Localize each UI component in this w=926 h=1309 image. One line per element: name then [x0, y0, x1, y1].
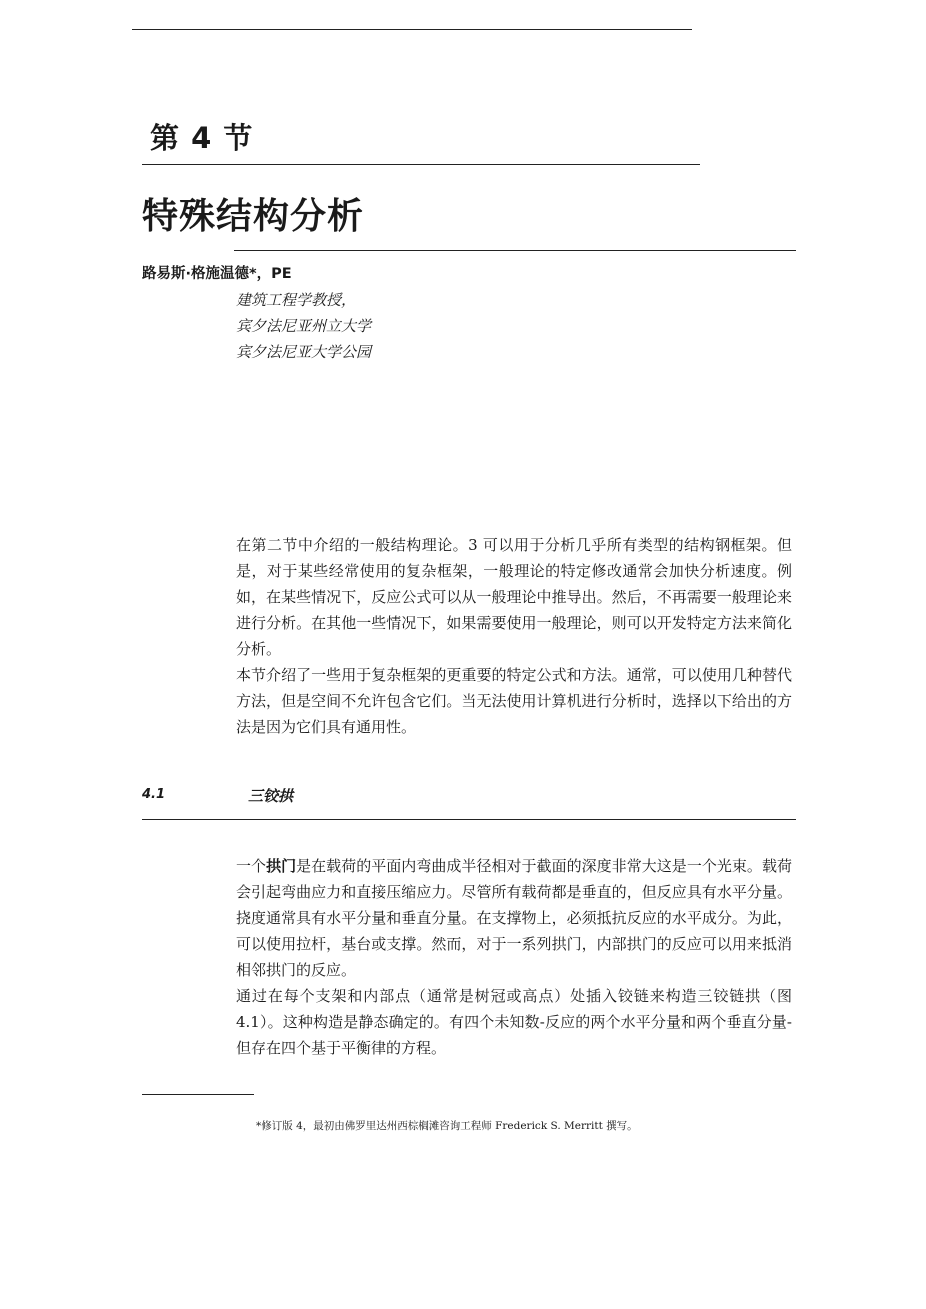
subsection-title: 三铰拱 — [248, 787, 294, 805]
key-term: 拱门 — [266, 857, 297, 875]
subsection-rule — [142, 819, 796, 820]
subsection-paragraph — [236, 853, 792, 983]
subsection-paragraph: 通过在每个支架和内部点（通常是树冠或高点）处插入铰链来构造三铰链拱（图 4.1）。这种构造是静态确定的。有四个未知数-反应的两个水平分量和两个垂直分量-但存在四个基于平衡律的方程。 — [236, 987, 792, 1057]
paragraph-body: 是在载荷的平面内弯曲成半径相对于截面的深度非常大这是一个光束。载荷会引起弯曲应力和直接压缩应力。尽管所有载荷都是垂直的，但反应具有水平分量。挠度通常具有水平分量和垂直分量。在支撑物上，必须抵抗反应的水平成分。为此，可以使用拉杆，基台或支撑。然而，对于一系列拱门，内部拱门的反应可以用来抵消相邻拱门的反应。 — [236, 857, 792, 979]
title-rule — [234, 250, 796, 251]
footnote: *修订版 4，最初由佛罗里达州西棕榈滩咨询工程师 Frederick S. Merritt 撰写。 — [256, 1120, 638, 1132]
top-rule — [132, 29, 692, 30]
page-title: 特殊结构分析 — [142, 196, 365, 237]
intro-text — [236, 532, 792, 740]
section-label: 第 4 节 — [150, 121, 254, 155]
subsection-text — [236, 853, 792, 1061]
affiliation-line: 宾夕法尼亚州立大学 — [236, 317, 372, 335]
author-affiliation — [236, 287, 371, 365]
author-name: 路易斯·格施温德*，PE — [142, 266, 292, 282]
section-rule — [142, 164, 700, 165]
subsection-number: 4.1 — [142, 787, 166, 802]
intro-paragraph: 在第二节中介绍的一般结构理论。3 可以用于分析几乎所有类型的结构钢框架。但是，对于某些经常使用的复杂框架，一般理论的特定修改通常会加快分析速度。例如，在某些情况下，反应公式可以从一般理论中推导出。然后，不再需要一般理论来进行分析。在其他一些情况下，如果需要使用一般理论，则可以开发特定方法来简化分析。 — [236, 536, 792, 658]
footnote-rule — [142, 1094, 254, 1095]
intro-paragraph: 本节介绍了一些用于复杂框架的更重要的特定公式和方法。通常，可以使用几种替代方法，但是空间不允许包含它们。当无法使用计算机进行分析时，选择以下给出的方法是因为它们具有通用性。 — [236, 666, 792, 736]
affiliation-line: 宾夕法尼亚大学公园 — [236, 343, 372, 361]
affiliation-line: 建筑工程学教授， — [236, 291, 357, 309]
paragraph-prefix: 一个 — [236, 857, 267, 875]
